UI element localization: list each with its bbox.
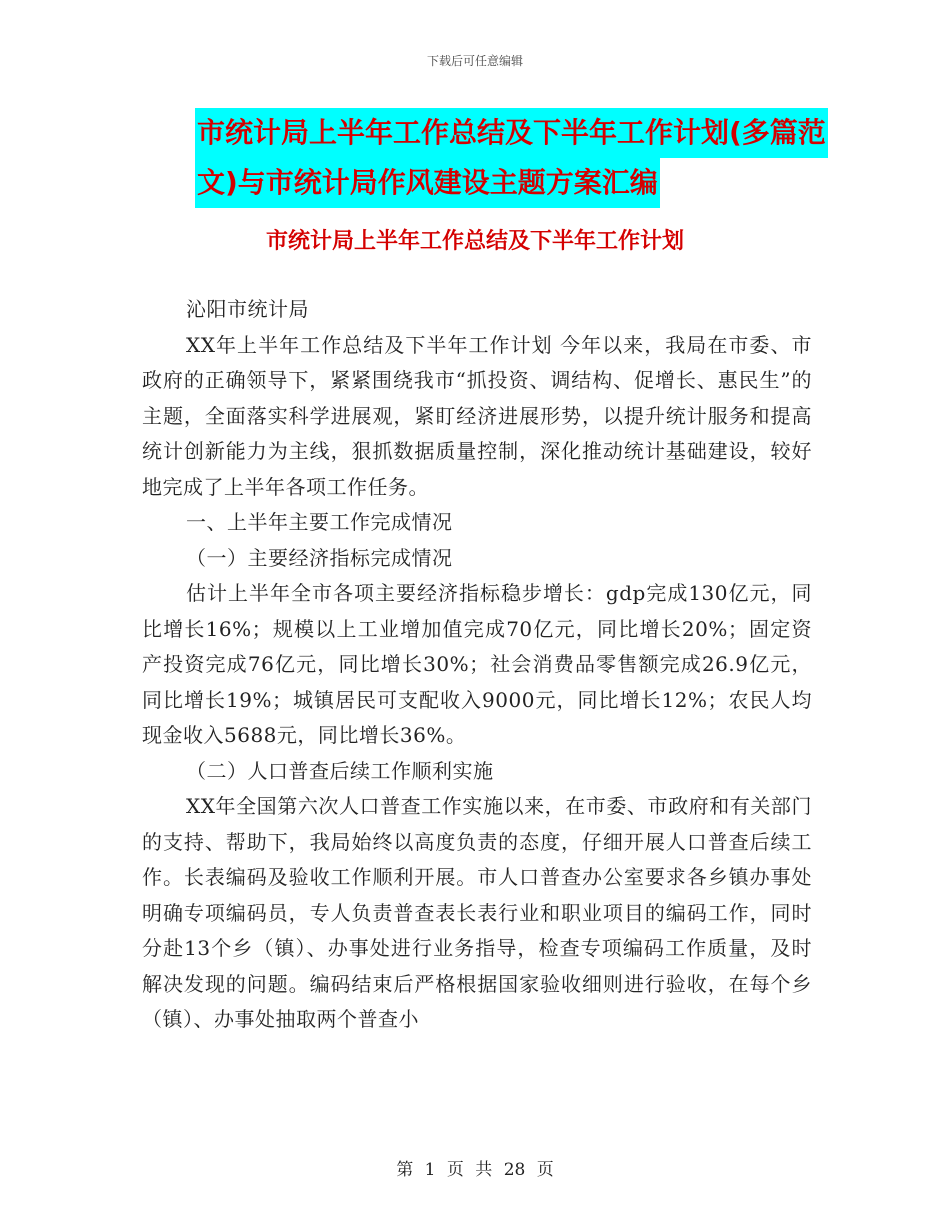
page-footer: 第 1 页 共 28 页 (396, 1160, 554, 1180)
paragraph-census: XX年全国第六次人口普查工作实施以来，在市委、市政府和有关部门的支持、帮助下，我局始终以高度负责的态度，仔细开展人口普查后续工作。长表编码及验收工作顺利开展。市人口普查办公室要求各乡镇办事处明确专项编码员，专人负责普查表长表行业和职业项目的编码工作，同时分赴13个乡（镇）、办事处进行业务指导，检查专项编码工作质量，及时解决发现的问题。编码结束后严格根据国家验收细则进行验收，在每个乡（镇）、办事处抽取两个普查小 (142, 794, 812, 1031)
document-title-line-1: 市统计局上半年工作总结及下半年工作计划(多篇范 (195, 108, 828, 158)
heading-subsection-1: （一）主要经济指标完成情况 (186, 545, 453, 570)
header-note: 下载后可任意编辑 (426, 54, 523, 68)
heading-subsection-2: （二）人口普查后续工作顺利实施 (186, 758, 494, 783)
paragraph-indicators: 估计上半年全市各项主要经济指标稳步增长：gdp完成130亿元，同比增长16%；规模以上工业增加值完成70亿元，同比增长20%；固定资产投资完成76亿元，同比增长30%；社会消费品零售额完成26.9亿元，同比增长19%；城镇居民可支配收入9000元，同比增长12%；农民人均现金收入5688元，同比增长36%。 (142, 581, 812, 747)
heading-section-1: 一、上半年主要工作完成情况 (186, 510, 453, 534)
document-title-line-2: 文)与市统计局作风建设主题方案汇编 (195, 158, 660, 208)
document-title (195, 108, 826, 208)
section-title: 市统计局上半年工作总结及下半年工作计划 (265, 229, 684, 254)
document-body (142, 292, 812, 1038)
paragraph-intro: XX年上半年工作总结及下半年工作计划 今年以来，我局在市委、市政府的正确领导下，紧紧围绕我市“抓投资、调结构、促增长、惠民生”的主题，全面落实科学进展观，紧盯经济进展形势，以提升统计服务和提高统计创新能力为主线，狠抓数据质量控制，深化推动统计基础建设，较好地完成了上半年各项工作任务。 (142, 332, 812, 499)
paragraph-author: 沁阳市统计局 (186, 297, 309, 321)
